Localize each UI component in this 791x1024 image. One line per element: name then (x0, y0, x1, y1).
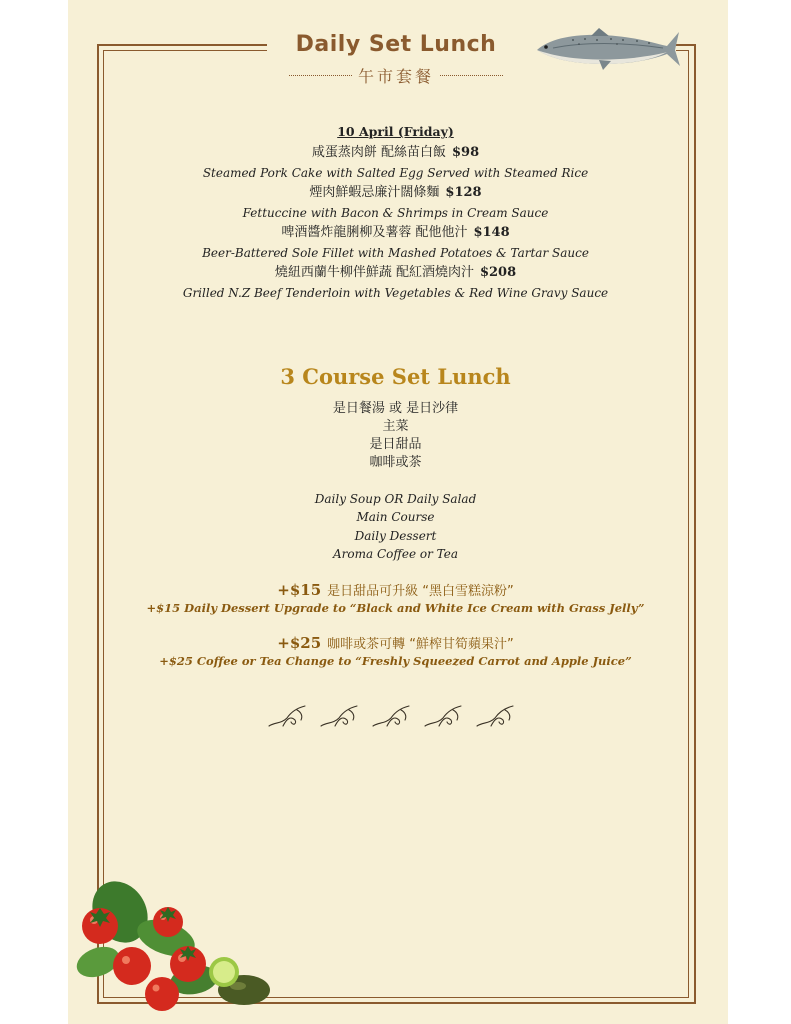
dish-name-chinese: 燒紐西蘭牛柳伴鮮蔬 配紅酒燒肉汁 (274, 265, 474, 280)
course-english: Main Course (356, 510, 435, 525)
tomato-basil-illustration (74, 878, 284, 1014)
course-english: Aroma Coffee or Tea (332, 546, 458, 561)
frame-inner-top-left (103, 50, 267, 51)
course-chinese: 是日甜品 (369, 437, 422, 452)
frame-outer-top-left (97, 44, 267, 46)
flourish-motif (373, 706, 409, 726)
flourish-motif (477, 706, 513, 726)
upgrade-text-chinese: 咖啡或茶可轉 “鮮榨甘筍蘋果汁” (327, 637, 514, 652)
course-english: Daily Soup OR Daily Salad (314, 492, 477, 506)
dish-price: $128 (445, 185, 482, 200)
upgrade-dessert-english: +$15 Daily Dessert Upgrade to “Black and White Ice Cream with Grass Jelly” (146, 601, 645, 615)
upgrade-drink-english: +$25 Coffee or Tea Change to “Freshly Squeezed Carrot and Apple Juice” (159, 654, 632, 668)
course-english: Daily Dessert (354, 528, 437, 543)
frame-outer-right (694, 44, 696, 1004)
menu-date: 10 April (Friday) (337, 124, 454, 139)
course-chinese: 是日餐湯 或 是日沙律 (332, 401, 459, 416)
set-lunch-heading: 3 Course Set Lunch (280, 364, 511, 389)
dish-english: Fettuccine with Bacon & Shrimps in Cream Sauce (242, 206, 549, 220)
upgrade-price: +$25 (277, 634, 322, 652)
dish-english: Grilled N.Z Beef Tenderloin with Vegetables & Red Wine Gravy Sauce (182, 286, 609, 300)
dish-chinese (98, 183, 693, 203)
dish-english: Steamed Pork Cake with Salted Egg Served with Steamed Rice (202, 166, 589, 180)
dish-chinese (98, 263, 693, 283)
upgrade-text-chinese: 是日甜品可升級 “黑白雪糕涼粉” (327, 584, 514, 599)
upgrade-dessert-chinese (98, 580, 693, 599)
flourish-motif (269, 706, 305, 726)
page-title-chinese: 午市套餐 (358, 67, 435, 86)
dish-name-chinese: 咸蛋蒸肉餅 配絲苗白飯 (311, 145, 446, 160)
flourish-motif (425, 706, 461, 726)
dish-english: Beer-Battered Sole Fillet with Mashed Potatoes & Tartar Sauce (202, 246, 589, 260)
dish-chinese (98, 143, 693, 163)
dotted-rule-right (440, 75, 503, 76)
flourish-ornament (265, 700, 525, 734)
page-subtitle (283, 64, 509, 87)
dish-price: $98 (452, 145, 480, 160)
salmon-fish-illustration (533, 24, 681, 72)
set-courses-english (98, 490, 693, 563)
page-title: Daily Set Lunch (295, 32, 497, 57)
flourish-motif (321, 706, 357, 726)
dotted-rule-left (289, 75, 352, 76)
dish-price: $208 (479, 265, 517, 280)
dish-price: $148 (473, 225, 510, 240)
dish-name-chinese: 煙肉鮮蝦忌廉汁闊條麵 (309, 185, 440, 200)
upgrade-drink-chinese (98, 633, 693, 652)
upgrade-price: +$15 (277, 581, 322, 599)
dish-chinese (98, 223, 693, 243)
course-chinese: 咖啡或茶 (369, 455, 422, 470)
dish-name-chinese: 啤酒醬炸龍脷柳及薯蓉 配他他汁 (281, 225, 468, 240)
dish-list (98, 143, 693, 303)
course-chinese: 主菜 (382, 419, 409, 434)
set-courses-chinese (98, 400, 693, 472)
